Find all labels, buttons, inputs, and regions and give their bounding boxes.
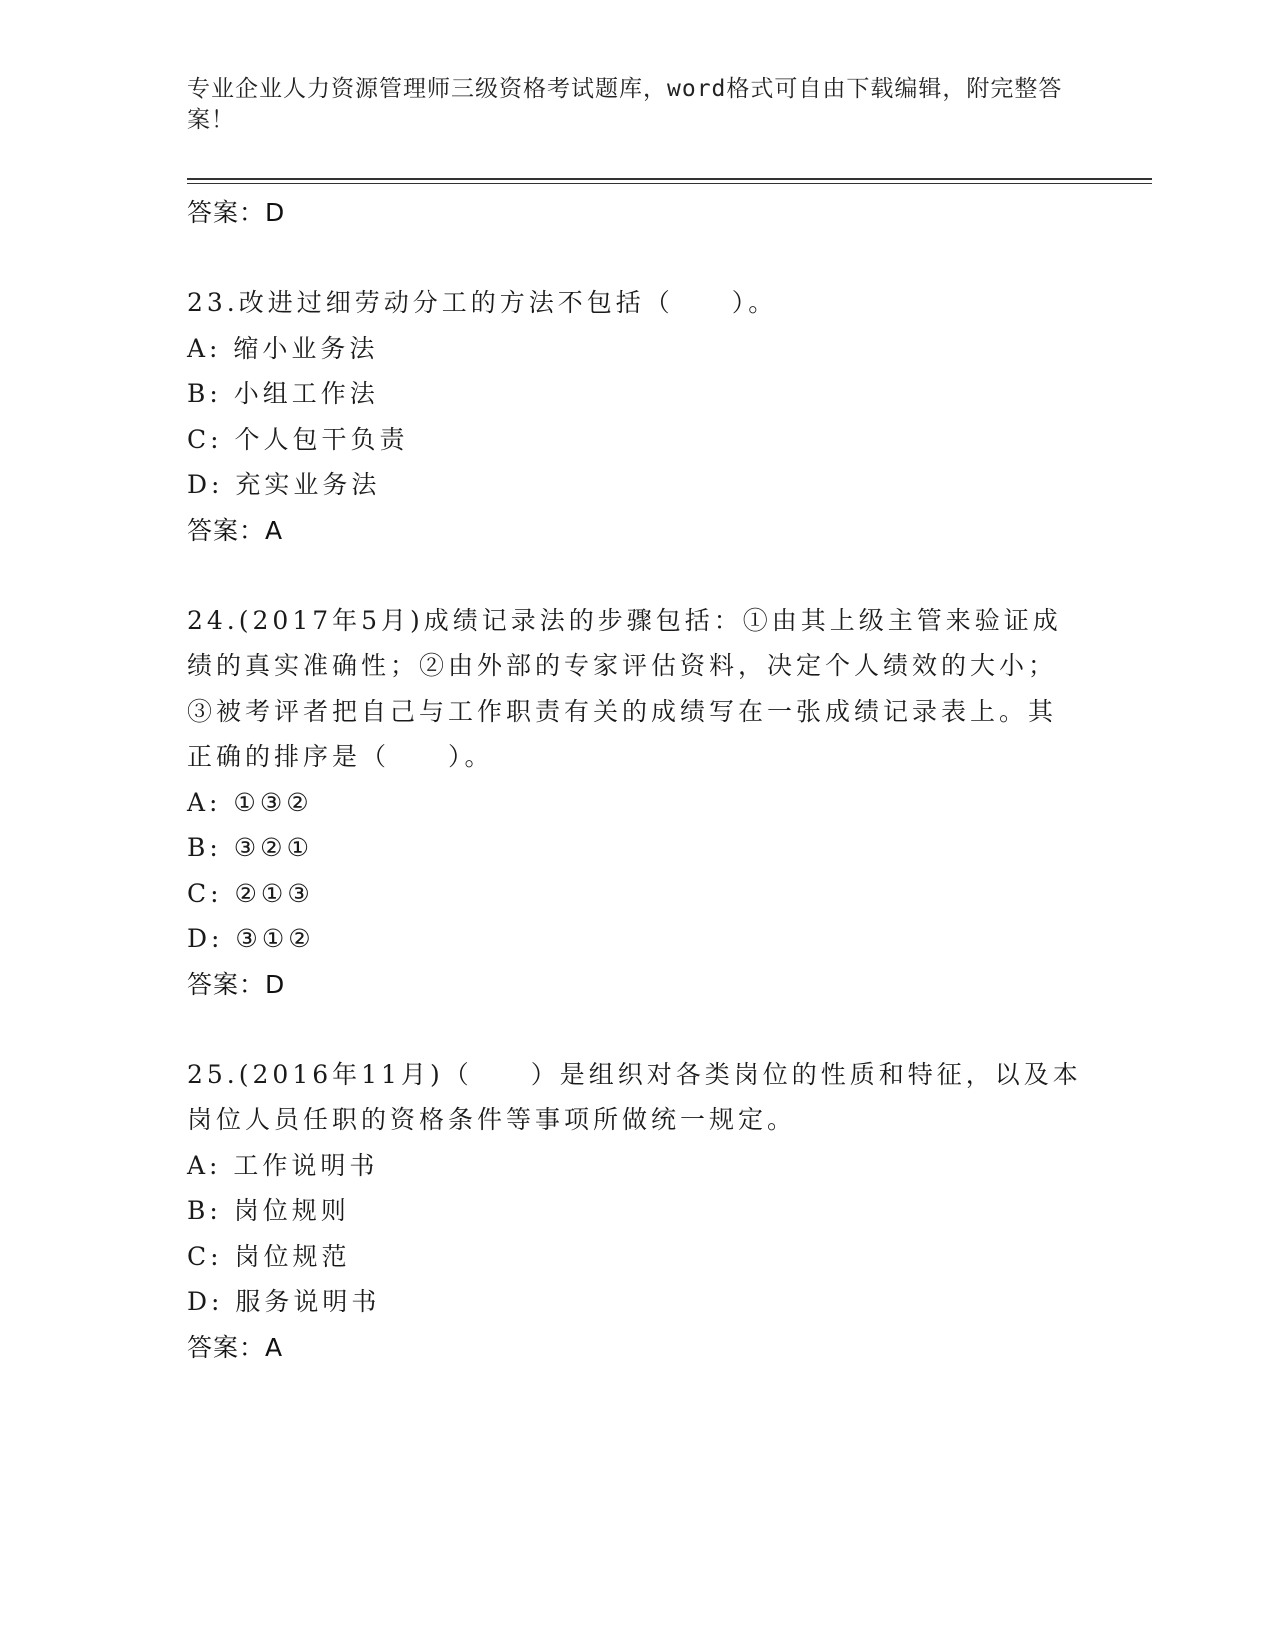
header-divider-thin: [187, 183, 1152, 184]
option-b: B: 小组工作法: [187, 379, 379, 408]
question-24: [187, 598, 1087, 1007]
previous-answer: 答案：D: [187, 198, 286, 227]
option-c: C: 岗位规范: [187, 1241, 351, 1271]
question-stem: 23.改进过细劳动分工的方法不包括（ ）。: [187, 288, 778, 317]
page-header: 专业企业人力资源管理师三级资格考试题库，word格式可自由下载编辑，附完整答案！: [187, 76, 1063, 133]
option-d: D: 服务说明书: [187, 1287, 381, 1316]
answer: 答案：A: [187, 1332, 284, 1362]
answer: 答案：D: [187, 969, 286, 999]
option-c: C: 个人包干负责: [187, 424, 409, 454]
option-c: C: ②①③: [187, 878, 314, 908]
question-23: [187, 280, 1087, 553]
option-a: A: 工作说明书: [187, 1150, 379, 1180]
option-b: B: 岗位规则: [187, 1196, 350, 1225]
question-stem: 24.(2017年5月)成绩记录法的步骤包括：①由其上级主管来验证成绩的真实准确性；②由外部的专家评估资料，决定个人绩效的大小；③被考评者把自己与工作职责有关的成绩写在一张成绩记录表上。其正确的排序是（ ）。: [187, 605, 1062, 771]
question-25: [187, 1052, 1087, 1370]
question-stem: 25.(2016年11月)（ ）是组织对各类岗位的性质和特征，以及本岗位人员任职的资格条件等事项所做统一规定。: [187, 1059, 1082, 1134]
option-d: D: 充实业务法: [187, 470, 381, 499]
question-list: [187, 190, 1087, 1370]
option-d: D: ③①②: [187, 924, 315, 953]
option-b: B: ③②①: [187, 833, 313, 862]
header-divider-thick: [187, 178, 1152, 180]
option-a: A: 缩小业务法: [187, 333, 379, 363]
option-a: A: ①③②: [187, 787, 313, 817]
answer: 答案：A: [187, 515, 284, 545]
